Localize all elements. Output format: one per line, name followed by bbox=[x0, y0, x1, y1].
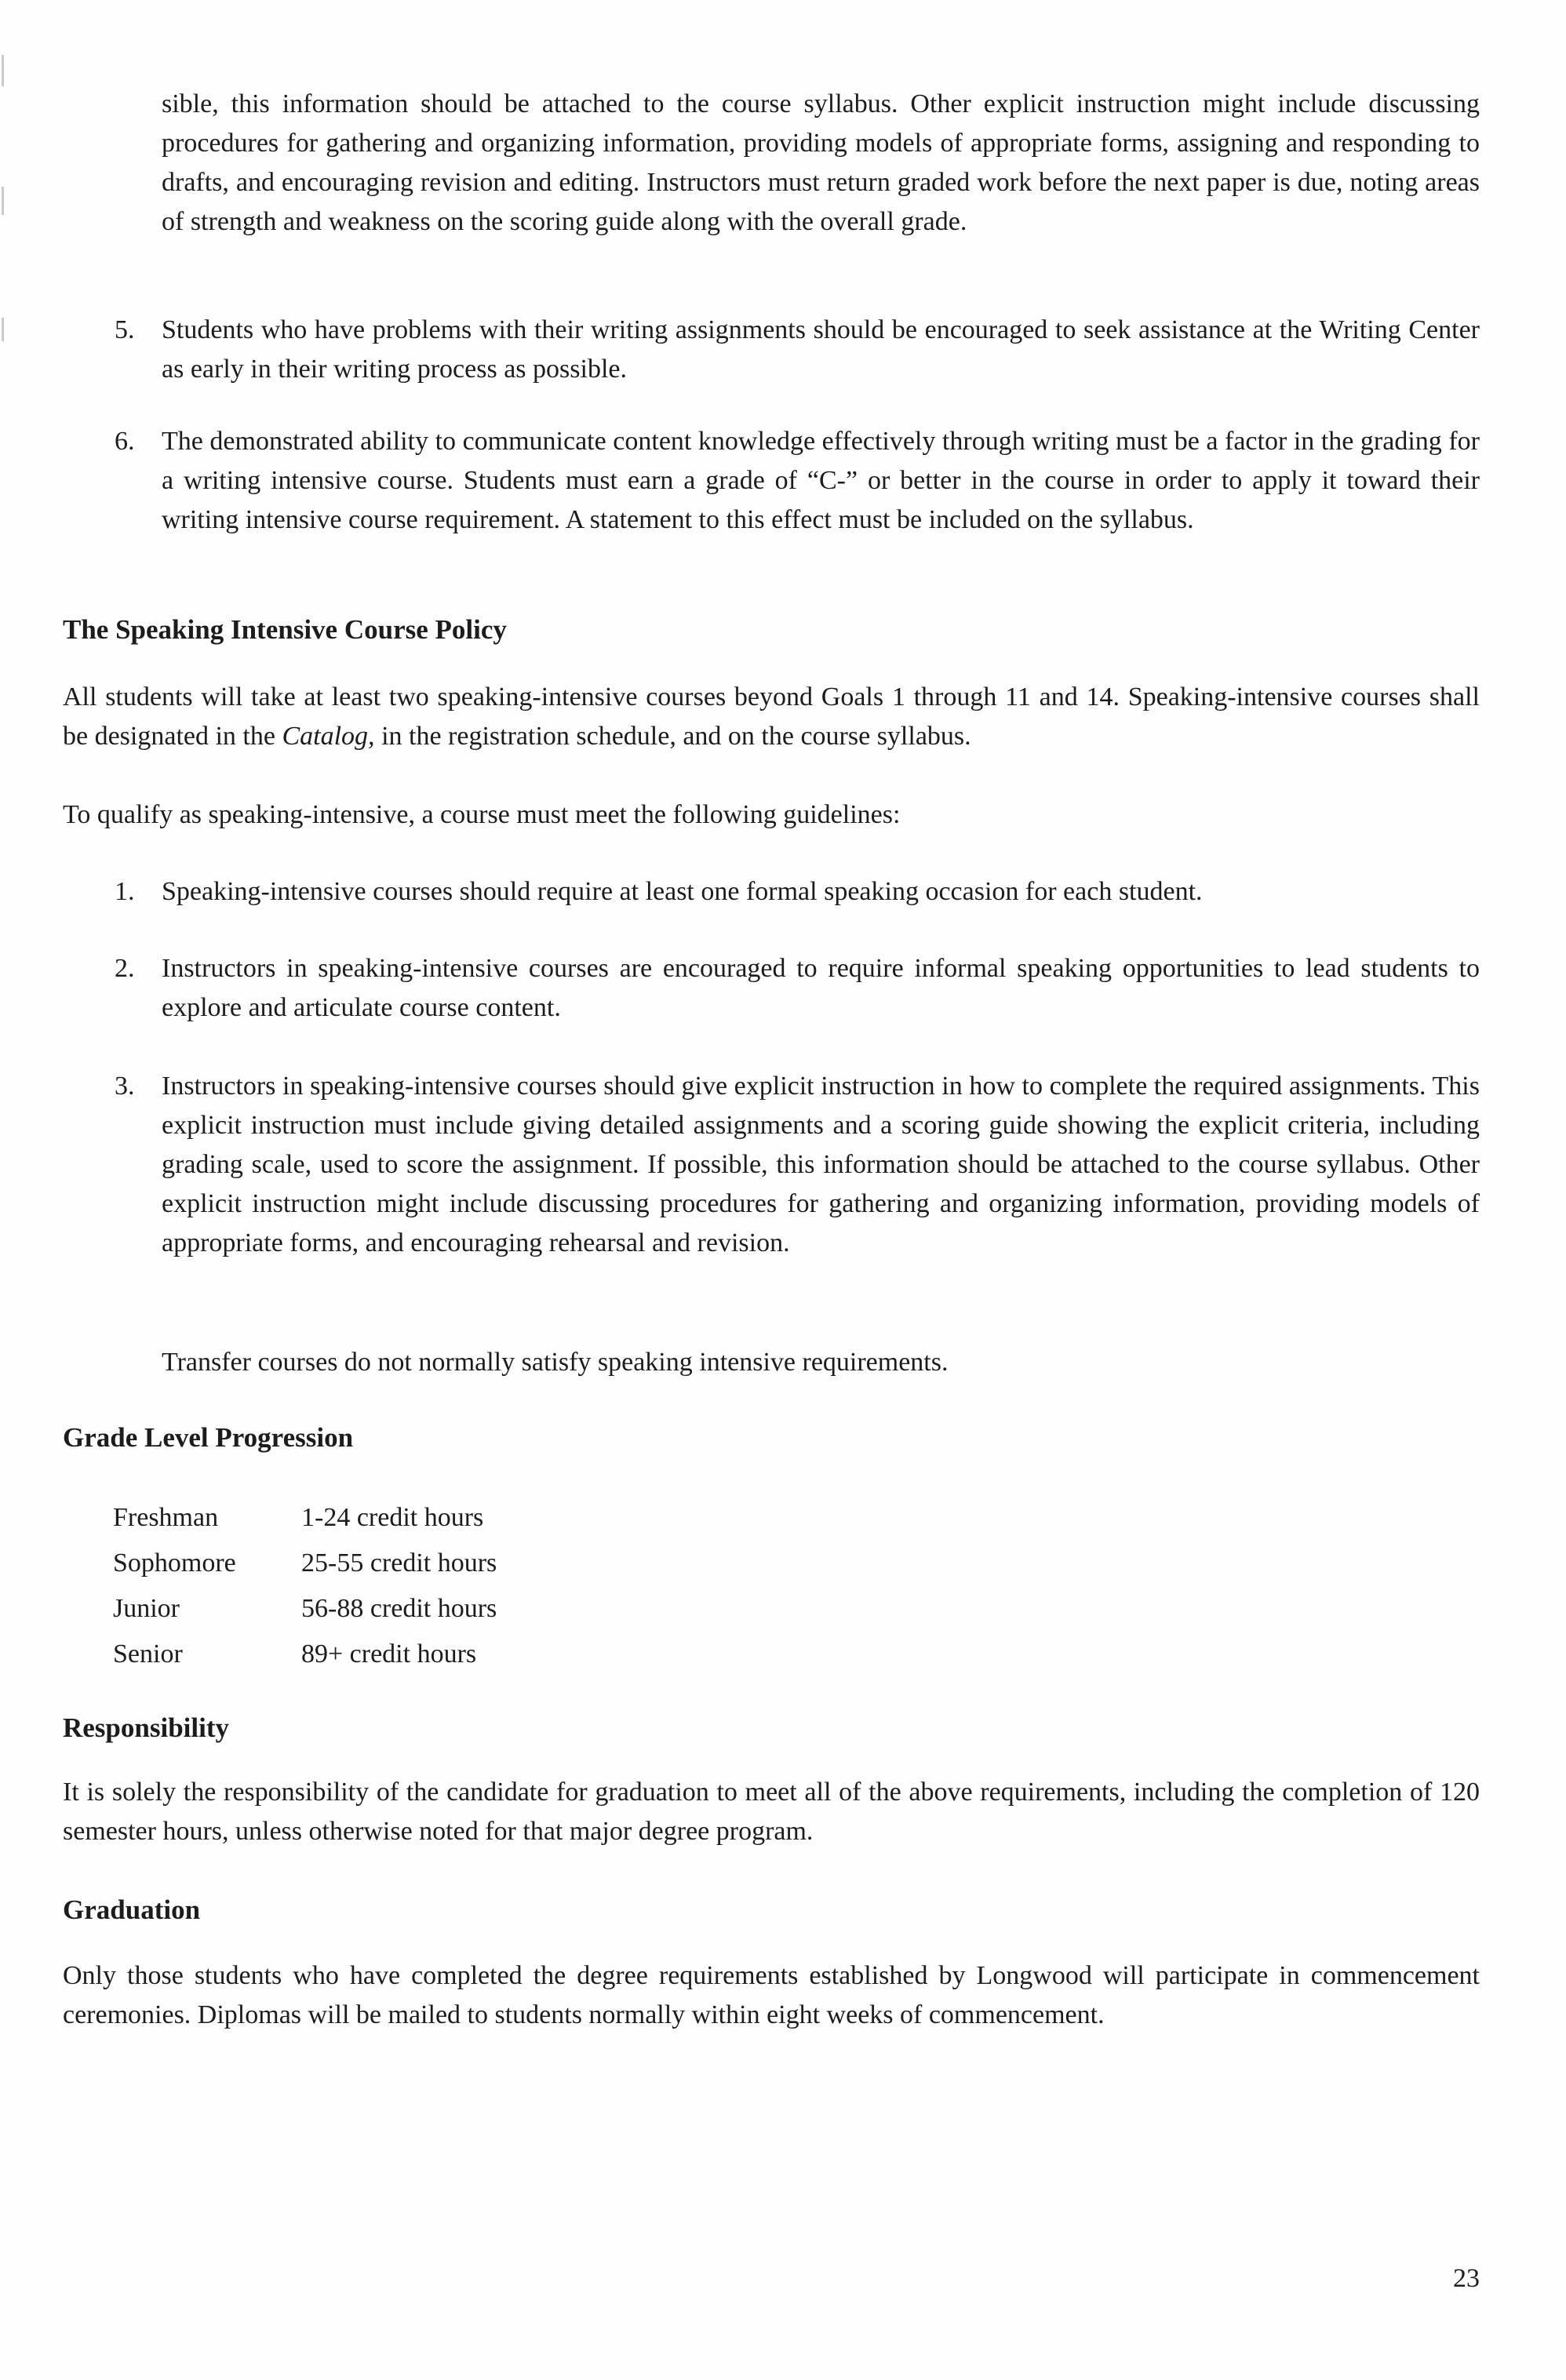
graduation-paragraph: Only those students who have completed the degree requirements established by Longwood will participate in commencement ceremonies. Diplomas will be mailed to students normally within eight weeks of commencement. bbox=[63, 1961, 1480, 2029]
list-number: 6. bbox=[115, 427, 135, 456]
scan-edge-mark bbox=[2, 55, 4, 86]
table-row bbox=[113, 1495, 497, 1541]
speaking-intro-part: in the registration schedule, and on the course syllabus. bbox=[374, 722, 971, 751]
list-item-text: Instructors in speaking-intensive courses should give explicit instruction in how to complete the required assignments. This explicit instruction must include giving detailed assignments and a scoring guide showing the explicit criteria, including grading scale, used to score the assignment. If possible, this information should be attached to the course syllabus. Other explicit instruction might include discussing procedures for gathering and organizing information, providing models of appropriate forms, and encouraging rehearsal and revision. bbox=[162, 1072, 1480, 1257]
class-level: Freshman bbox=[113, 1503, 219, 1532]
credit-hours: 1-24 credit hours bbox=[301, 1503, 484, 1532]
qualify-paragraph: To qualify as speaking-intensive, a course must meet the following guidelines: bbox=[63, 800, 901, 829]
list-item-text: Speaking-intensive courses should require at least one formal speaking occasion for each student. bbox=[162, 877, 1203, 906]
list-item-text: The demonstrated ability to communicate content knowledge effectively through writing must be a factor in the grading for a writing intensive course. Students must earn a grade of “C-” or better in the course in order to apply it toward their writing intensive course requirement. A statement to this effect must be included on the syllabus. bbox=[162, 427, 1480, 534]
table-row bbox=[113, 1541, 497, 1586]
table-row bbox=[113, 1632, 497, 1677]
scan-edge-mark bbox=[2, 318, 4, 341]
transfer-note: Transfer courses do not normally satisfy speaking intensive requirements. bbox=[162, 1348, 949, 1377]
speaking-intro-paragraph bbox=[63, 678, 1480, 756]
scan-edge-mark bbox=[2, 187, 4, 215]
catalog-title: Catalog, bbox=[282, 722, 375, 751]
class-level: Senior bbox=[113, 1639, 183, 1669]
responsibility-paragraph: It is solely the responsibility of the candidate for graduation to meet all of the above requirements, including the completion of 120 semester hours, unless otherwise noted for that major degree program. bbox=[63, 1778, 1480, 1846]
page-number: 23 bbox=[1453, 2264, 1480, 2293]
class-level: Sophomore bbox=[113, 1548, 236, 1578]
graduation-heading: Graduation bbox=[63, 1894, 201, 1925]
credit-hours: 56-88 credit hours bbox=[301, 1594, 497, 1623]
list-number: 3. bbox=[115, 1072, 135, 1101]
continued-paragraph: sible, this information should be attached to the course syllabus. Other explicit instruction might include discussing procedures for gathering and organizing information, providing models of appropriate forms, assigning and responding to drafts, and encouraging revision and editing. Instructors must return graded work before the next paper is due, noting areas of strength and weakness on the scoring guide along with the overall grade. bbox=[162, 89, 1480, 236]
grade-level-table bbox=[113, 1495, 497, 1677]
class-level: Junior bbox=[113, 1594, 180, 1623]
list-number: 5. bbox=[115, 315, 135, 344]
list-item-text: Instructors in speaking-intensive courses are encouraged to require informal speaking opportunities to lead students to explore and articulate course content. bbox=[162, 954, 1480, 1022]
responsibility-heading: Responsibility bbox=[63, 1712, 229, 1743]
speaking-intensive-heading: The Speaking Intensive Course Policy bbox=[63, 614, 507, 645]
list-item-text: Students who have problems with their writing assignments should be encouraged to seek assistance at the Writing Center as early in their writing process as possible. bbox=[162, 315, 1480, 384]
speaking-intro-part: All students will take at least two speaking-intensive courses beyond Goals 1 through 11 and 14. Speaking-intensive courses shall be designated in the bbox=[63, 682, 1480, 751]
grade-level-heading: Grade Level Progression bbox=[63, 1422, 354, 1453]
credit-hours: 89+ credit hours bbox=[301, 1639, 477, 1669]
list-number: 2. bbox=[115, 954, 135, 983]
table-row bbox=[113, 1586, 497, 1632]
credit-hours: 25-55 credit hours bbox=[301, 1548, 497, 1578]
list-number: 1. bbox=[115, 877, 135, 906]
